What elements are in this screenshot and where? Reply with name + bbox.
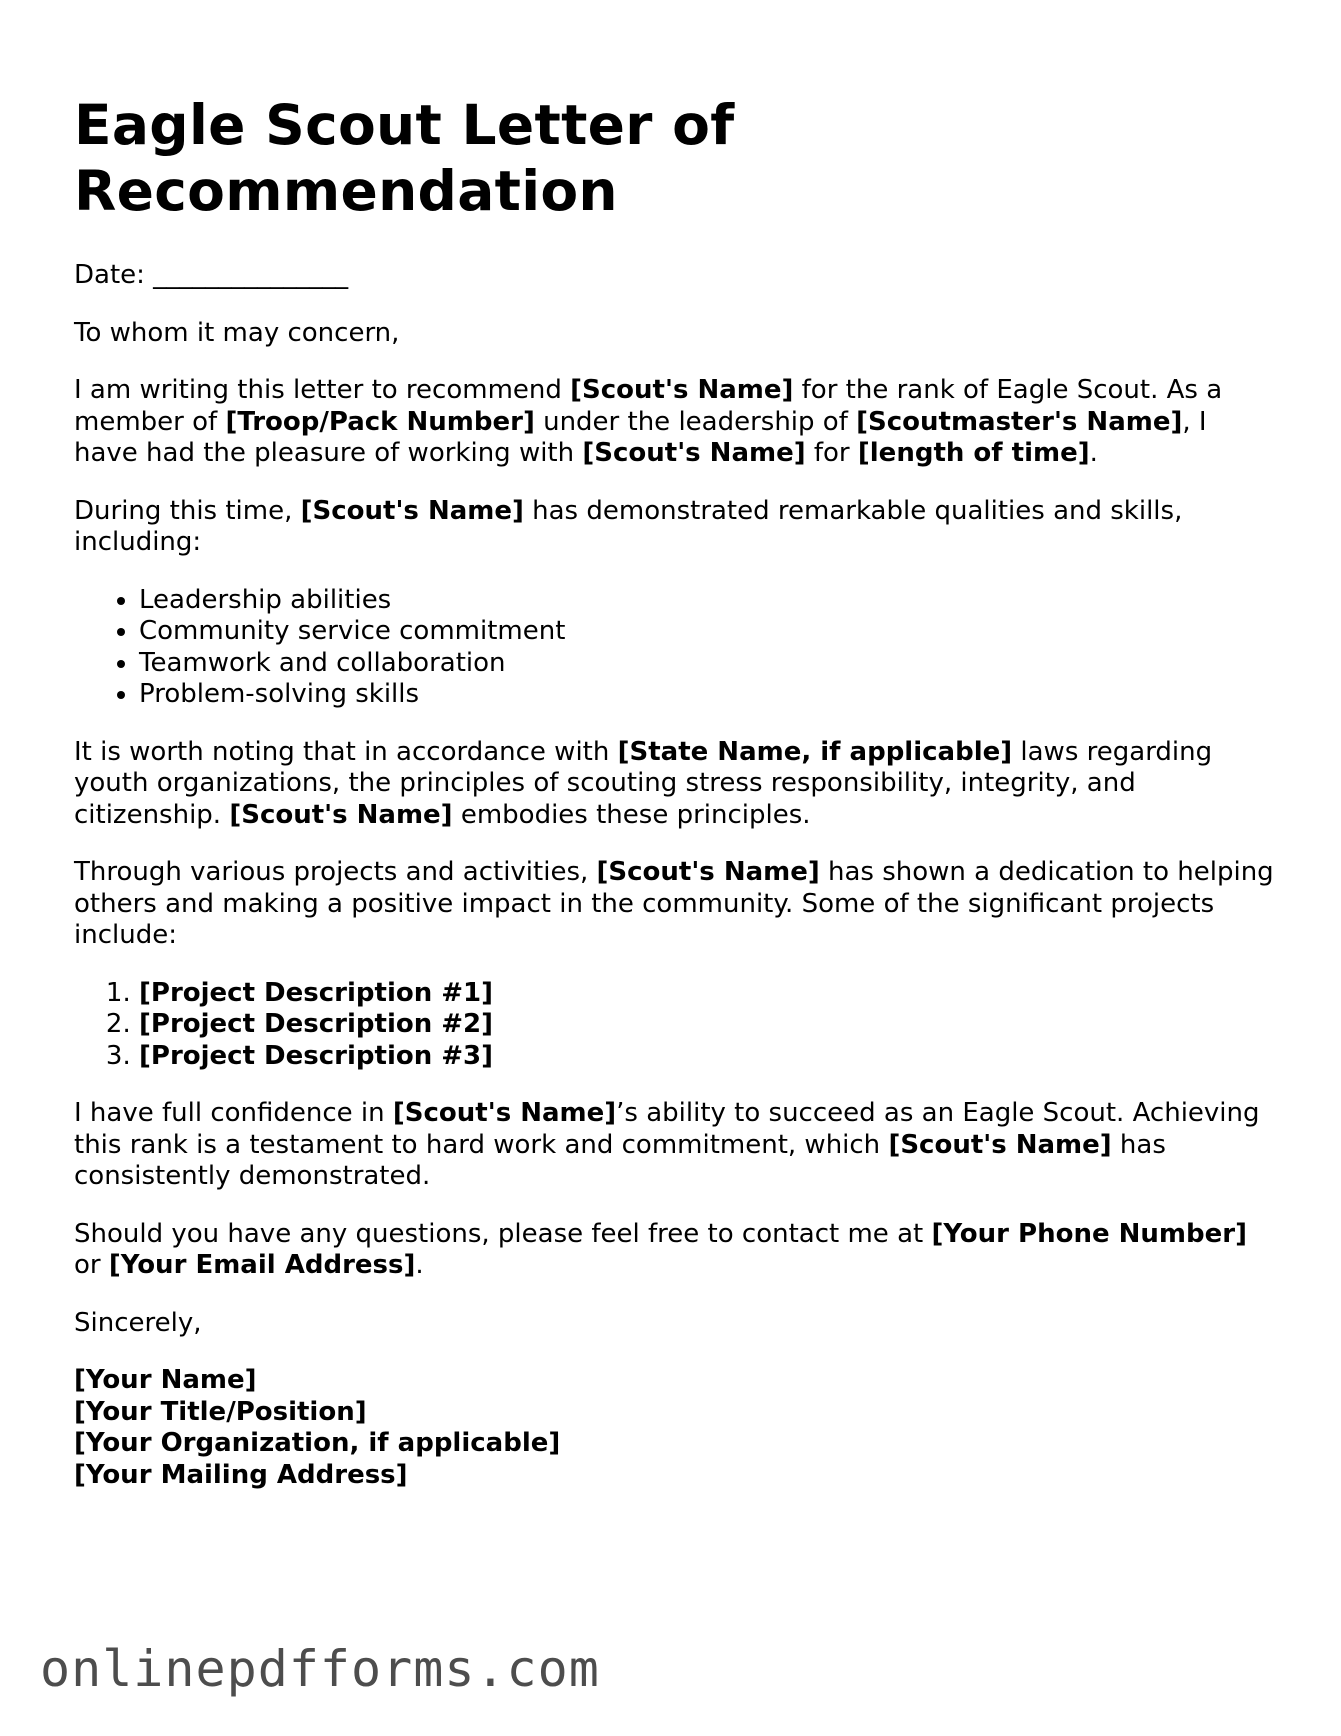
text-run: , I have had the pleasure of working with: [74, 406, 1207, 468]
placeholder-project-description: [Project Description #3]: [139, 1040, 494, 1071]
text-run: or: [74, 1250, 109, 1280]
placeholder-scout-name: [Scout's Name]: [229, 799, 453, 830]
principles-paragraph: [74, 737, 1274, 832]
watermark: onlinepdfforms.com: [40, 1640, 600, 1698]
letter-page: [74, 92, 1274, 1491]
text-run: .: [1089, 438, 1098, 468]
list-item: • Community service commitment: [139, 616, 1274, 648]
placeholder-project-description: [Project Description #2]: [139, 1009, 494, 1039]
projects-paragraph: [74, 857, 1274, 952]
placeholder-phone-number: [Your Phone Number]: [931, 1218, 1247, 1249]
placeholder-scout-name: [Scout's Name]: [888, 1129, 1112, 1160]
qualities-paragraph: [74, 496, 1274, 559]
placeholder-scout-name: [Scout's Name]: [596, 857, 820, 887]
signature-block: [74, 1365, 1274, 1491]
signature-name: [Your Name]: [74, 1365, 257, 1395]
list-item: [139, 978, 1274, 1010]
placeholder-scout-name: [Scout's Name]: [582, 438, 806, 468]
text-run: I have full confidence in: [74, 1098, 393, 1128]
closing: Sincerely,: [74, 1307, 202, 1338]
text-run: has shown a dedication to helping others and making a positive impact in the community. Some of the significant projects include:: [74, 857, 1274, 950]
text-run: Should you have any questions, please feel free to contact me at: [74, 1218, 932, 1249]
intro-paragraph: [74, 375, 1274, 470]
text-run: Through various projects and activities,: [74, 857, 597, 887]
list-item: • Problem-solving skills: [139, 679, 1274, 711]
list-item: • Leadership abilities: [139, 585, 1274, 617]
text-run: .: [415, 1250, 424, 1280]
placeholder-scout-name: [Scout's Name]: [392, 1098, 617, 1128]
text-run: ’s ability to succeed as an Eagle Scout. Achieving this rank is a testament to hard work and commitment, which: [74, 1098, 1260, 1160]
list-item: [139, 1041, 1274, 1073]
signature-address: [Your Mailing Address]: [74, 1459, 408, 1490]
text-run: During this time,: [74, 495, 301, 526]
text-run: for the rank of Eagle Scout. As a member of: [74, 375, 1223, 437]
text-run: has demonstrated remarkable qualities and skills, including:: [74, 495, 1183, 557]
confidence-paragraph: [74, 1098, 1274, 1193]
contact-paragraph: [74, 1219, 1274, 1282]
signature-organization: [Your Organization, if applicable]: [74, 1428, 561, 1458]
list-item: [139, 1009, 1274, 1041]
text-run: It is worth noting that in accordance with: [74, 736, 618, 767]
placeholder-length-of-time: [length of time]: [857, 438, 1090, 468]
text-run: laws regarding youth organizations, the principles of scouting stress responsibility, integrity, and citizenship.: [74, 736, 1213, 830]
placeholder-scoutmaster-name: [Scoutmaster's Name]: [856, 406, 1183, 437]
text-run: I am writing this letter to recommend: [74, 375, 571, 405]
text-run: for: [805, 438, 858, 468]
text-run: has consistently demonstrated.: [74, 1129, 1166, 1191]
text-run: under the leadership of: [534, 406, 857, 437]
date-line: Date: _______________: [74, 260, 349, 290]
placeholder-troop-number: [Troop/Pack Number]: [225, 406, 535, 437]
salutation: To whom it may concern,: [74, 317, 400, 348]
placeholder-project-description: [Project Description #1]: [139, 977, 494, 1008]
list-item: • Teamwork and collaboration: [139, 648, 1274, 680]
placeholder-email-address: [Your Email Address]: [108, 1250, 416, 1280]
placeholder-scout-name: [Scout's Name]: [300, 495, 524, 526]
letter-title: Eagle Scout Letter of Recommendation: [74, 93, 735, 223]
text-run: embodies these principles.: [452, 799, 811, 830]
placeholder-state-name: [State Name, if applicable]: [617, 736, 1013, 767]
signature-title: [Your Title/Position]: [74, 1396, 367, 1427]
qualities-list: [74, 585, 1274, 711]
projects-list: [74, 978, 1274, 1073]
placeholder-scout-name: [Scout's Name]: [570, 375, 794, 405]
